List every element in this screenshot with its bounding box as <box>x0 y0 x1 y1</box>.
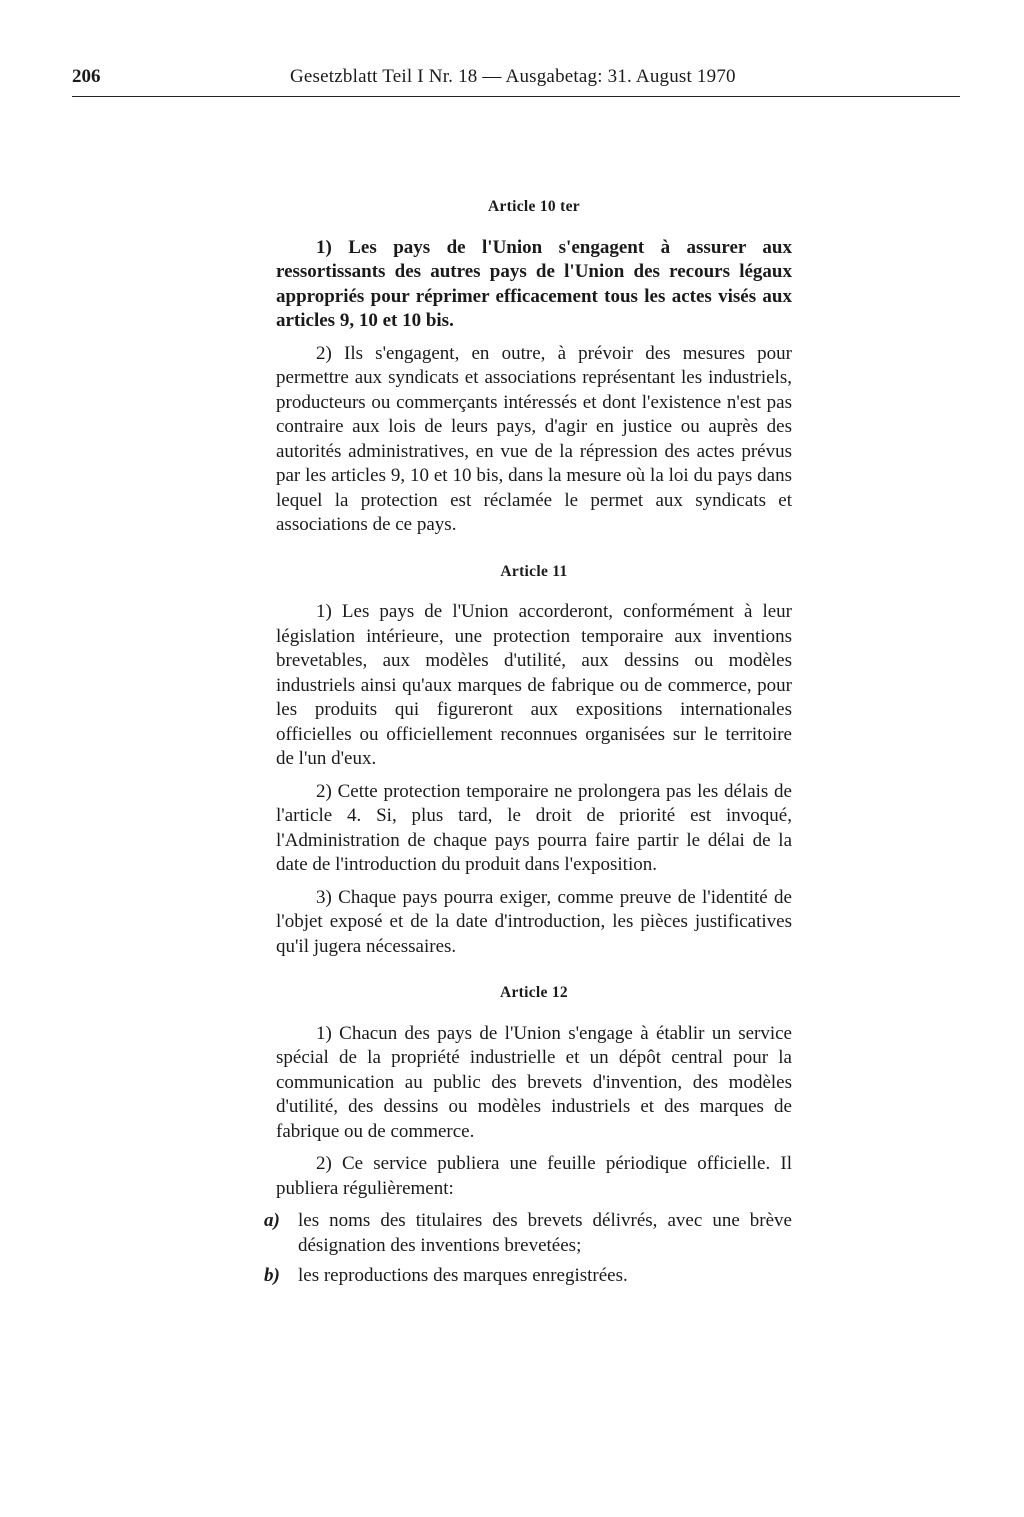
list-item <box>264 1264 792 1289</box>
paragraph: 2) Ils s'engagent, en outre, à prévoir des mesures pour permettre aux syndicats et associations représentant les industriels, producteurs ou commerçants intéressés et dont l'existence n'est pas contraire aux lois de leurs pays, d'agir en justice ou auprès des autorités administratives, en vue de la répression des actes prévus par les articles 9, 10 et 10 bis, dans la mesure où la loi du pays dans lequel la protection est réclamée le permet aux syndicats et associations de ce pays. <box>276 342 792 535</box>
list-item-text: les noms des titulaires des brevets délivrés, avec une brève désignation des inventions brevetées; <box>298 1210 792 1256</box>
paragraph: 2) Cette protection temporaire ne prolongera pas les délais de l'article 4. Si, plus tard, le droit de priorité est invoqué, l'Administration de chaque pays pourra faire partir le délai de la date de l'introduction du produit dans l'exposition. <box>276 780 792 875</box>
list-item-letter: b) <box>264 1265 280 1286</box>
list-item-letter: a) <box>264 1210 280 1231</box>
paragraph: 1) Chacun des pays de l'Union s'engage à établir un service spécial de la propriété industrielle et un dépôt central pour la communication au public des brevets d'invention, des modèles d'utilité, des dessins ou modèles industriels et des marques de fabrique ou de commerce. <box>276 1022 792 1142</box>
paragraph: 1) Les pays de l'Union s'engagent à assurer aux ressortissants des autres pays de l'Union des recours légaux appropriés pour réprimer efficacement tous les actes visés aux articles 9, 10 et 10 bis. <box>276 236 792 331</box>
article-12 <box>264 981 792 1289</box>
paragraph: 3) Chaque pays pourra exiger, comme preuve de l'identité de l'objet exposé et de la date d'introduction, les pièces justificatives qu'il jugera nécessaires. <box>276 886 792 957</box>
article-11 <box>276 560 792 960</box>
article-title: Article 10 ter <box>488 198 580 215</box>
paragraph: 1) Les pays de l'Union accorderont, conformément à leur législation intérieure, une protection temporaire aux inventions brevetables, aux modèles d'utilité, aux dessins ou modèles industriels ainsi qu'aux marques de fabrique ou de commerce, pour les produits qui figureront aux expositions internationales officielles ou officiellement reconnues organisées sur le territoire de l'un d'eux. <box>276 601 792 769</box>
gazette-title: Gesetzblatt Teil I Nr. 18 — Ausgabetag: 31. August 1970 <box>290 66 736 87</box>
article-title: Article 11 <box>500 562 568 580</box>
list-item <box>264 1209 792 1258</box>
running-header <box>72 62 960 97</box>
list-item-text: les reproductions des marques enregistrées. <box>298 1265 628 1286</box>
article-10-ter <box>276 195 792 538</box>
article-title: Article 12 <box>500 984 568 1001</box>
article-column <box>264 195 792 1295</box>
page-number: 206 <box>72 66 101 87</box>
paragraph: 2) Ce service publiera une feuille périodique officielle. Il publiera régulièrement: <box>276 1153 792 1199</box>
